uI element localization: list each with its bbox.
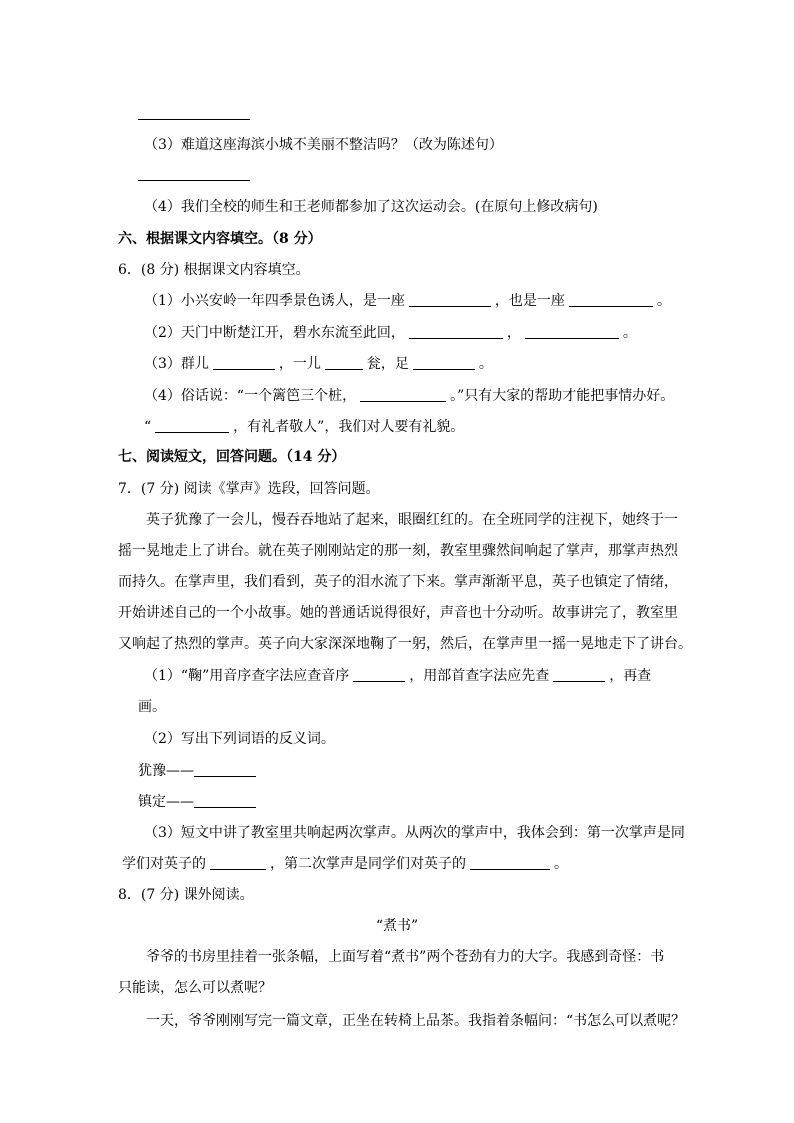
blank[interactable] bbox=[210, 855, 266, 870]
blank[interactable] bbox=[353, 667, 405, 682]
blank[interactable] bbox=[553, 667, 605, 682]
section7-heading: 七、阅读短文，回答问题。（14 分） bbox=[118, 449, 346, 465]
q6-line3-text-a: （3）群儿 bbox=[144, 356, 209, 372]
q7-sub3-text-c: ，第二次掌声是同学们对英子的 bbox=[270, 856, 466, 872]
blank[interactable] bbox=[194, 793, 256, 808]
blank[interactable] bbox=[213, 355, 275, 370]
q6-title: 6．(8 分) 根据课文内容填空。 bbox=[118, 262, 310, 278]
passage-line: 而持久。在掌声里，我们看到，英子的泪水流了下来。掌声渐渐平息，英子也镇定了情绪， bbox=[118, 574, 678, 590]
story-title: “煮书” bbox=[375, 918, 419, 934]
q7-sub3-cont bbox=[122, 853, 568, 873]
q7-sub3-text-d: 。 bbox=[554, 856, 568, 872]
passage-line: 英子犹豫了一会儿，慢吞吞地站了起来，眼圈红红的。在全班同学的注视下，她终于一 bbox=[146, 512, 678, 528]
q6-line1-text-a: （1）小兴安岭一年四季景色诱人，是一座 bbox=[144, 293, 405, 309]
blank[interactable] bbox=[155, 418, 229, 433]
blank[interactable] bbox=[409, 324, 503, 339]
story-line: 只能读，怎么可以煮呢？ bbox=[118, 980, 272, 996]
q7-sub2: （2）写出下列词语的反义词。 bbox=[144, 731, 335, 747]
blank[interactable] bbox=[525, 324, 619, 339]
q6-line5 bbox=[144, 416, 464, 436]
q6-line2-text-b: ， bbox=[506, 325, 521, 341]
story-line: 一天，爷爷刚刚写完一篇文章，正坐在转椅上品茶。我指着条幅问：“书怎么可以煮呢？ bbox=[146, 1013, 686, 1029]
blank[interactable] bbox=[470, 855, 550, 870]
q7-sub1 bbox=[144, 665, 651, 685]
blank[interactable] bbox=[194, 762, 256, 777]
blank[interactable] bbox=[413, 355, 475, 370]
q7-sub1-text-b: ，用部首查字法应先查 bbox=[409, 668, 550, 684]
q6-line3-text-d: 。 bbox=[478, 356, 493, 372]
q6-line4 bbox=[144, 385, 674, 405]
blank[interactable] bbox=[325, 355, 363, 370]
q5-item3: （3）难道这座海滨小城不美丽不整洁吗？（改为陈述句） bbox=[144, 137, 503, 153]
q7-sub1-text-c: ，再查 bbox=[609, 668, 652, 684]
q7-title: 7．(7 分) 阅读《掌声》选段，回答问题。 bbox=[118, 481, 380, 497]
antonym-2 bbox=[138, 791, 260, 811]
passage-line: 又响起了热烈的掌声。英子向大家深深地鞠了一躬，然后，在掌声里一摇一晃地走下了讲台。 bbox=[118, 636, 692, 652]
blank[interactable] bbox=[569, 292, 653, 307]
passage-line: 摇一晃地走上了讲台。就在英子刚刚站定的那一刻，教室里骤然间响起了掌声，那掌声热烈 bbox=[118, 543, 678, 559]
answer-line bbox=[138, 180, 250, 181]
antonym-1-label: 犹豫—— bbox=[138, 763, 194, 779]
antonym-1 bbox=[138, 760, 260, 780]
q6-line3-text-c: 瓮，足 bbox=[366, 356, 409, 372]
q6-line5-text-a: “ bbox=[144, 419, 152, 435]
q6-line3 bbox=[144, 353, 493, 373]
q5-item4: （4）我们全校的师生和王老师都参加了这次运动会。(在原句上修改病句) bbox=[144, 199, 598, 215]
antonym-2-label: 镇定—— bbox=[138, 794, 194, 810]
q7-sub1-text-a: （1）“鞠”用音序查字法应查音序 bbox=[144, 668, 350, 684]
q6-line3-text-b: ，一儿 bbox=[278, 356, 321, 372]
answer-line bbox=[138, 119, 250, 120]
q7-sub1-cont: 画。 bbox=[138, 699, 166, 715]
q6-line1-text-b: ，也是一座 bbox=[494, 293, 565, 309]
q6-line1 bbox=[144, 290, 671, 310]
q6-line4-text-a: （4）俗话说：“一个篱笆三个桩， bbox=[144, 388, 357, 404]
blank[interactable] bbox=[409, 292, 491, 307]
q6-line2-text-c: 。 bbox=[622, 325, 637, 341]
passage-line: 开始讲述自己的一个小故事。她的普通话说得很好，声音也十分动听。故事讲完了，教室里 bbox=[118, 605, 678, 621]
q7-sub3-text-b: 学们对英子的 bbox=[122, 856, 206, 872]
q8-title: 8．(7 分) 课外阅读。 bbox=[118, 887, 254, 903]
q6-line5-text-b: ，有礼者敬人”，我们对人要有礼貌。 bbox=[233, 419, 465, 435]
q6-line2-text-a: （2）天门中断楚江开，碧水东流至此回， bbox=[144, 325, 405, 341]
q6-line1-text-c: 。 bbox=[656, 293, 671, 309]
section6-heading: 六、根据课文内容填空。（8 分） bbox=[118, 231, 322, 247]
q6-line4-text-b: 。”只有大家的帮助才能把事情办好。 bbox=[450, 388, 675, 404]
q7-sub3: （3）短文中讲了教室里共响起两次掌声。从两次的掌声中，我体会到：第一次掌声是同 bbox=[144, 825, 685, 841]
q6-line2 bbox=[144, 322, 637, 342]
blank[interactable] bbox=[360, 387, 446, 402]
story-line: 爷爷的书房里挂着一张条幅，上面写着“煮书”两个苍劲有力的大字。我感到奇怪：书 bbox=[146, 949, 665, 965]
